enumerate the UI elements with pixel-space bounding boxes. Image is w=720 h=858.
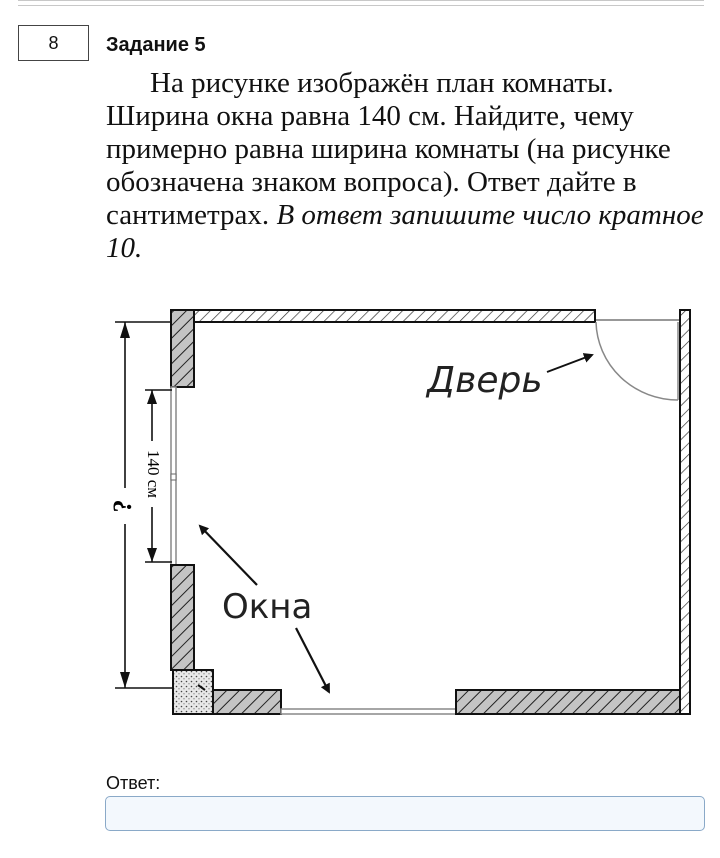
bottom-wall-left	[213, 690, 281, 714]
top-divider	[18, 0, 704, 6]
door-label: Дверь	[427, 360, 543, 401]
left-wall-lower	[171, 565, 194, 670]
dim-arrow-window-top	[147, 390, 157, 404]
windows-label: Окна	[222, 587, 313, 627]
task-text-italic: В ответ запишите число кратное 10.	[106, 199, 704, 264]
windows-arrow-left	[200, 526, 257, 585]
answer-label: Ответ:	[106, 773, 161, 793]
room-plan-figure	[108, 300, 708, 725]
windows-arrow-bottom	[296, 628, 329, 692]
answer-input[interactable]	[105, 796, 705, 831]
door-swing-arc	[596, 322, 678, 400]
window-width-label: 140 см	[144, 449, 164, 499]
dim-arrow-room-bottom	[120, 672, 130, 688]
right-wall	[680, 310, 690, 714]
dim-arrow-window-bottom	[147, 548, 157, 562]
door-arrow	[547, 355, 592, 372]
task-text	[106, 67, 706, 265]
bottom-window	[281, 709, 456, 714]
bottom-wall-right	[456, 690, 690, 714]
task-text-main: На рисунке изображён план комнаты. Ширина окна равна 140 см. Найдите, чему примерно равна ширина комнаты (на рисунке обозначена знаком вопроса). Ответ дайте в сантиметрах.	[106, 67, 671, 231]
task-title: Задание 5	[106, 34, 206, 56]
task-number-box: 8	[18, 25, 89, 61]
left-wall-upper	[171, 310, 194, 387]
room-width-label: ?	[108, 499, 137, 513]
dim-arrow-room-top	[120, 322, 130, 338]
left-window-latch	[171, 474, 176, 480]
top-wall	[171, 310, 595, 322]
corner-column	[173, 670, 213, 714]
